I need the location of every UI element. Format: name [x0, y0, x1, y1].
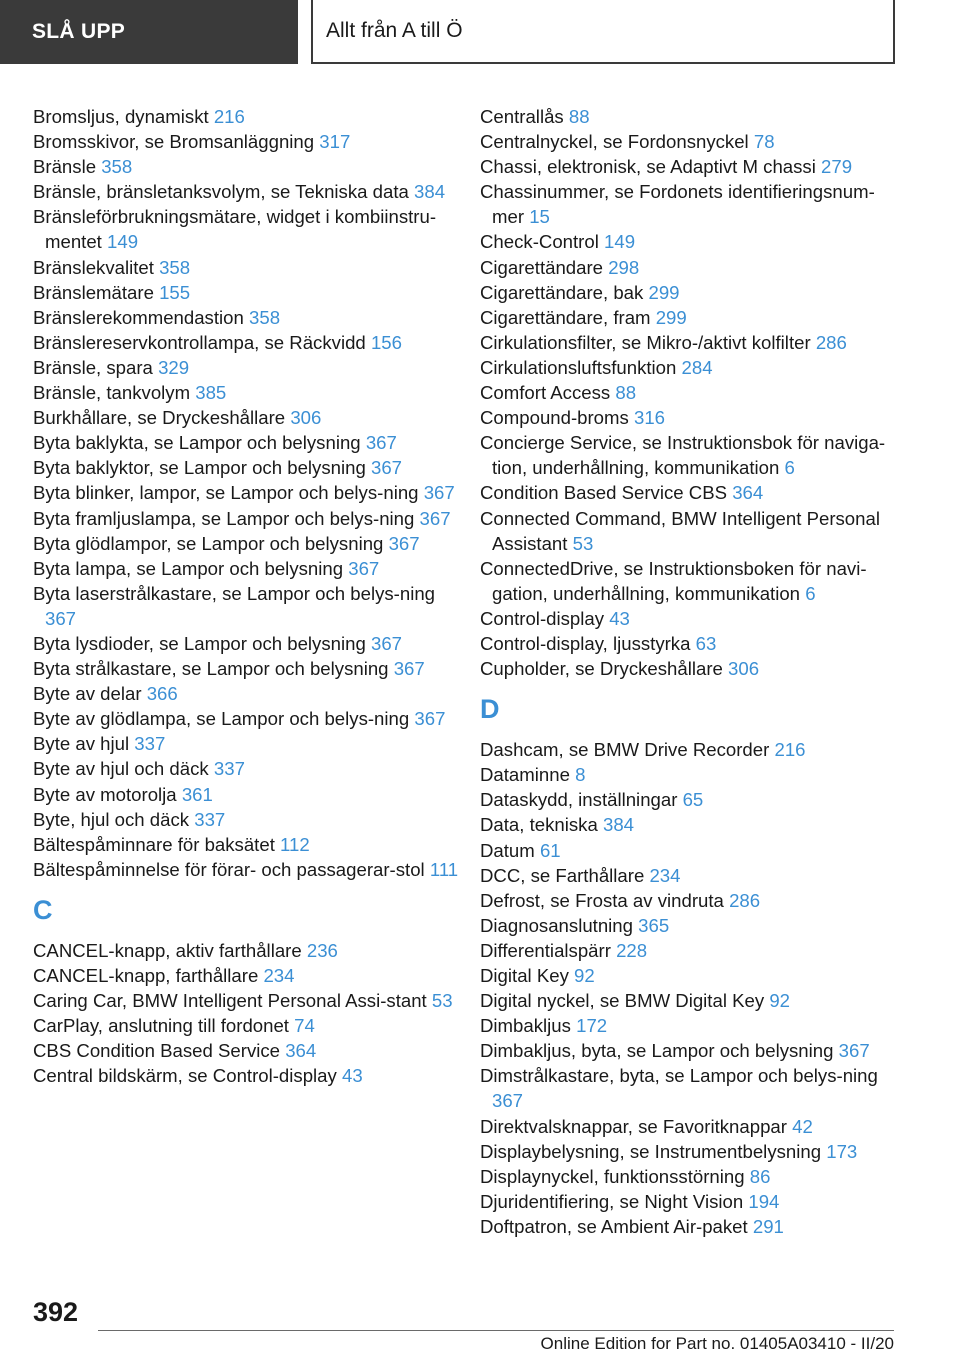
- page-reference-link[interactable]: 367: [365, 432, 397, 454]
- index-entry: [33, 782, 463, 807]
- index-entry: [33, 631, 463, 656]
- footer-divider: [98, 1330, 894, 1331]
- page-reference-link[interactable]: 173: [826, 1140, 858, 1162]
- index-entry-text: Comfort Access: [480, 382, 611, 404]
- page-reference-link[interactable]: 6: [784, 457, 795, 479]
- page-number: 392: [33, 1297, 79, 1327]
- index-entry-text: Bältespåminnelse för förar- och passagerar-stol: [33, 858, 425, 880]
- index-entry-text: Bältespåminnare för baksätet: [33, 833, 275, 855]
- index-entry: [33, 756, 463, 781]
- index-entry-text: Dataskydd, inställningar: [480, 789, 678, 811]
- index-entry-text: Bromsljus, dynamiskt: [33, 106, 209, 127]
- index-entry-text: Chassinummer, se Fordonets identifieringsnum-mer: [480, 181, 875, 228]
- index-entry-text: Burkhållare, se Dryckeshållare: [33, 407, 286, 429]
- index-entry: [480, 380, 905, 405]
- page-reference-link[interactable]: 92: [769, 990, 791, 1012]
- page-reference-link[interactable]: 367: [414, 708, 446, 730]
- index-entry: [33, 480, 463, 505]
- index-entry-text: Cigarettändare: [480, 256, 604, 278]
- index-entry-text: Bränsleförbrukningsmätare, widget i kombiinstru-mentet: [33, 206, 437, 253]
- index-entry-text: Cigarettändare, fram: [480, 306, 651, 328]
- index-entry: [33, 179, 463, 204]
- index-entry: [480, 1013, 905, 1038]
- index-entry-text: Displaynyckel, funktionsstörning: [480, 1165, 745, 1187]
- index-entry-text: Cirkulationsluftsfunktion: [480, 356, 677, 378]
- page-reference-link[interactable]: 61: [539, 839, 561, 861]
- page-reference-link[interactable]: 299: [655, 306, 687, 328]
- page-reference-link[interactable]: 291: [752, 1215, 784, 1237]
- index-entry: [480, 656, 905, 681]
- index-entry-text: Byte, hjul och däck: [33, 808, 190, 830]
- index-entry: [480, 430, 905, 480]
- index-entry: [33, 280, 463, 305]
- index-entry: [480, 179, 905, 229]
- index-column-left: [33, 104, 463, 1088]
- index-entry-text: Central bildskärm, se Control-display: [33, 1065, 337, 1087]
- page-reference-link[interactable]: 364: [732, 482, 764, 504]
- page-header: [0, 0, 960, 66]
- index-entry-text: Displaybelysning, se Instrumentbelysning: [480, 1140, 822, 1162]
- index-entry-text: DCC, se Farthållare: [480, 864, 645, 886]
- page-reference-link[interactable]: 111: [429, 858, 459, 880]
- index-entry: [33, 963, 463, 988]
- index-entry-text: Bränslereservkontrollampa, se Räckvidd: [33, 331, 366, 353]
- page-reference-link[interactable]: 384: [603, 814, 635, 836]
- index-entry: [33, 857, 463, 882]
- index-entry-text: Digital Key: [480, 965, 569, 986]
- index-entry: [480, 737, 905, 762]
- index-entry: [33, 731, 463, 756]
- index-entry-text: Djuridentifiering, se Night Vision: [480, 1190, 744, 1212]
- index-entry: [480, 838, 905, 863]
- page-reference-link[interactable]: 216: [213, 106, 245, 127]
- page-reference-link[interactable]: 279: [821, 156, 853, 178]
- index-entry-text: Cupholder, se Dryckeshållare: [480, 658, 723, 680]
- index-entry-text: Differentialspärr: [480, 939, 611, 961]
- page-reference-link[interactable]: 284: [681, 356, 713, 378]
- index-entry: [480, 405, 905, 430]
- page-reference-link[interactable]: 306: [728, 658, 760, 680]
- index-entry: [480, 480, 905, 505]
- index-entry-text: Chassi, elektronisk, se Adaptivt M chassi: [480, 156, 816, 178]
- index-entry-text: Byta strålkastare, se Lampor och belysning: [33, 658, 389, 680]
- page-reference-link[interactable]: 86: [749, 1165, 771, 1187]
- index-entry: [480, 606, 905, 631]
- index-entry: [33, 255, 463, 280]
- page-reference-link[interactable]: 358: [159, 256, 191, 278]
- index-entry: [480, 913, 905, 938]
- index-entry: [33, 129, 463, 154]
- chapter-title-a-to-z: Allt från A till Ö: [311, 0, 895, 64]
- index-entries-group: [33, 938, 463, 1089]
- index-entry: [33, 807, 463, 832]
- index-entry: [480, 330, 905, 355]
- page-reference-link[interactable]: 286: [729, 889, 761, 911]
- index-entry: [33, 154, 463, 179]
- page-reference-link[interactable]: 228: [616, 939, 648, 961]
- footer-edition-text: Online Edition for Part no. 01405A03410 - II/20: [540, 1334, 894, 1353]
- page-reference-link[interactable]: 65: [682, 789, 704, 811]
- page-reference-link[interactable]: 172: [576, 1015, 608, 1037]
- index-entry: [480, 229, 905, 254]
- index-entry-text: Byta lampa, se Lampor och belysning: [33, 557, 344, 579]
- index-entry: [480, 556, 905, 606]
- index-entry-text: Diagnosanslutning: [480, 914, 633, 936]
- page-reference-link[interactable]: 367: [370, 457, 403, 479]
- index-entry-text: CANCEL-knapp, farthållare: [33, 965, 259, 986]
- page-reference-link[interactable]: 367: [45, 607, 77, 629]
- index-entry-text: Byta laserstrålkastare, se Lampor och belys-ning: [33, 582, 436, 604]
- index-entry-text: Byte av glödlampa, se Lampor och belys-ning: [33, 708, 410, 730]
- index-entry: [480, 963, 905, 988]
- index-entry: [480, 938, 905, 963]
- index-entry-text: Check-Control: [480, 231, 599, 253]
- index-entry-text: Datum: [480, 839, 535, 861]
- index-entry: [33, 988, 463, 1013]
- index-entries-group: [480, 737, 905, 1239]
- page-reference-link[interactable]: 367: [492, 1090, 524, 1112]
- page-reference-link[interactable]: 364: [285, 1040, 317, 1062]
- page-reference-link[interactable]: 367: [388, 532, 420, 554]
- page-reference-link[interactable]: 78: [753, 131, 775, 153]
- index-entry: [480, 104, 905, 129]
- index-entry: [33, 656, 463, 681]
- index-entry-text: Bränsle, bränsletanksvolym, se Tekniska data: [33, 181, 409, 203]
- index-entry: [33, 355, 463, 380]
- index-entry: [480, 1214, 905, 1239]
- index-entry: [33, 305, 463, 330]
- index-entry-text: Byte av hjul och däck: [33, 758, 209, 780]
- index-entry-text: Defrost, se Frosta av vindruta: [480, 889, 724, 911]
- index-entry: [480, 787, 905, 812]
- page-reference-link[interactable]: 367: [423, 482, 455, 504]
- index-entry-text: Byta blinker, lampor, se Lampor och belys-ning: [33, 482, 419, 504]
- page-reference-link[interactable]: 156: [370, 331, 402, 353]
- page-reference-link[interactable]: 286: [815, 331, 847, 353]
- index-entry: [480, 1164, 905, 1189]
- index-entry-text: Digital nyckel, se BMW Digital Key: [480, 990, 765, 1012]
- index-entry-text: Byta baklykta, se Lampor och belysning: [33, 432, 361, 454]
- index-entry-text: Cigarettändare, bak: [480, 281, 644, 303]
- index-entry: [480, 154, 905, 179]
- index-entry: [480, 762, 905, 787]
- page-reference-link[interactable]: 92: [574, 965, 595, 986]
- page-reference-link[interactable]: 8: [575, 764, 586, 786]
- index-entry-text: Bränslekvalitet: [33, 256, 154, 278]
- index-entry-text: Byte av motorolja: [33, 783, 177, 805]
- index-entry: [480, 863, 905, 888]
- page-reference-link[interactable]: 358: [249, 306, 281, 328]
- page-reference-link[interactable]: 112: [280, 833, 310, 855]
- page-reference-link[interactable]: 42: [792, 1115, 813, 1137]
- page-reference-link[interactable]: 385: [195, 382, 227, 404]
- page-reference-link[interactable]: 236: [306, 939, 338, 961]
- index-entry-text: Byte av hjul: [33, 733, 130, 755]
- index-entry: [480, 280, 905, 305]
- page-reference-link[interactable]: 298: [608, 256, 640, 278]
- index-entry-text: Connected Command, BMW Intelligent Personal Assistant: [480, 507, 880, 554]
- index-entry-text: Bränsle: [33, 156, 97, 178]
- page-reference-link[interactable]: 149: [604, 231, 636, 253]
- page-reference-link[interactable]: 367: [348, 557, 380, 579]
- section-letter-d: D: [480, 694, 500, 725]
- index-entry: [480, 1139, 905, 1164]
- page-reference-link[interactable]: 88: [568, 106, 590, 127]
- index-entry: [33, 104, 463, 129]
- index-entry-text: Byta framljuslampa, se Lampor och belys-ning: [33, 507, 415, 529]
- page-reference-link[interactable]: 384: [414, 181, 446, 203]
- index-entry-text: Dataminne: [480, 764, 570, 786]
- index-entry-text: ConnectedDrive, se Instruktionsboken för navi-gation, underhållning, kommunikation: [480, 557, 867, 604]
- index-entry-text: Byta lysdioder, se Lampor och belysning: [33, 632, 366, 654]
- index-entry: [33, 506, 463, 531]
- index-entry: [33, 706, 463, 731]
- index-entry: [33, 380, 463, 405]
- index-entry: [480, 129, 905, 154]
- page-reference-link[interactable]: 299: [648, 281, 680, 303]
- page-reference-link[interactable]: 234: [263, 965, 295, 986]
- index-entry: [480, 305, 905, 330]
- page-reference-link[interactable]: 367: [838, 1040, 870, 1062]
- page-reference-link[interactable]: 6: [805, 582, 816, 604]
- index-entry: [33, 681, 463, 706]
- index-entry: [480, 888, 905, 913]
- page-reference-link[interactable]: 63: [695, 632, 717, 654]
- page-reference-link[interactable]: 149: [107, 231, 139, 253]
- page-reference-link[interactable]: 367: [419, 507, 451, 529]
- index-entry-text: Bränslemätare: [33, 281, 154, 303]
- index-entry-text: Dashcam, se BMW Drive Recorder: [480, 739, 770, 761]
- index-entry: [480, 1189, 905, 1214]
- index-entry-text: Centralnyckel, se Fordonsnyckel: [480, 131, 749, 153]
- page-reference-link[interactable]: 366: [146, 683, 178, 705]
- index-entry-text: Dimbakljus, byta, se Lampor och belysning: [480, 1040, 834, 1062]
- index-entry: [33, 832, 463, 857]
- page-reference-link[interactable]: 43: [609, 607, 630, 629]
- index-entry: [33, 430, 463, 455]
- index-entry: [33, 204, 463, 254]
- index-entry: [33, 1038, 463, 1063]
- index-entry: [33, 455, 463, 480]
- index-entry: [33, 405, 463, 430]
- index-entry: [480, 255, 905, 280]
- index-entry-text: Byta glödlampor, se Lampor och belysning: [33, 532, 384, 554]
- page-reference-link[interactable]: 53: [431, 990, 453, 1012]
- page-reference-link[interactable]: 234: [649, 864, 681, 886]
- index-entry: [33, 581, 463, 631]
- page-reference-link[interactable]: 367: [393, 658, 425, 680]
- index-entry-text: CANCEL-knapp, aktiv farthållare: [33, 939, 302, 961]
- index-entry-text: Concierge Service, se Instruktionsbok för naviga-tion, underhållning, kommunikation: [480, 432, 886, 479]
- index-entries-group: [480, 104, 905, 681]
- index-entry-text: Bromsskivor, se Bromsanläggning: [33, 131, 315, 153]
- index-entry-text: Control-display: [480, 607, 605, 629]
- index-column-right: [480, 104, 905, 1239]
- page-reference-link[interactable]: 216: [774, 739, 806, 761]
- index-entry-text: Direktvalsknappar, se Favoritknappar: [480, 1115, 787, 1137]
- index-entry: [480, 1114, 905, 1139]
- index-entry-text: Cirkulationsfilter, se Mikro-/aktivt kolfilter: [480, 331, 811, 353]
- index-entry: [480, 988, 905, 1013]
- index-entry-text: Control-display, ljusstyrka: [480, 632, 691, 654]
- section-tab-look-up[interactable]: SLÅ UPP: [0, 0, 298, 64]
- index-entry-text: Dimstrålkastare, byta, se Lampor och belys-ning: [480, 1065, 878, 1087]
- page-reference-link[interactable]: 365: [638, 914, 670, 936]
- index-entry-text: Bränsle, tankvolym: [33, 382, 191, 404]
- index-entry-text: CarPlay, anslutning till fordonet: [33, 1015, 289, 1037]
- page-reference-link[interactable]: 88: [615, 382, 637, 404]
- page-reference-link[interactable]: 53: [572, 532, 594, 554]
- page-reference-link[interactable]: 306: [290, 407, 322, 429]
- index-entry-text: Bränsle, spara: [33, 356, 153, 378]
- index-entry-text: CBS Condition Based Service: [33, 1040, 281, 1062]
- index-entries-group: [33, 104, 463, 882]
- index-entry: [33, 1013, 463, 1038]
- index-entry-text: Doftpatron, se Ambient Air-paket: [480, 1215, 748, 1237]
- index-entry: [480, 506, 905, 556]
- index-entry-text: Byte av delar: [33, 683, 142, 705]
- page-reference-link[interactable]: 155: [159, 281, 191, 303]
- page-reference-link[interactable]: 337: [194, 808, 226, 830]
- page-reference-link[interactable]: 316: [634, 407, 666, 429]
- index-entry: [480, 1063, 905, 1113]
- index-entry: [33, 938, 463, 963]
- page-reference-link[interactable]: 194: [748, 1190, 780, 1212]
- index-entry: [33, 556, 463, 581]
- index-entry: [480, 1038, 905, 1063]
- section-letter-c: C: [33, 894, 53, 925]
- page-reference-link[interactable]: 358: [101, 156, 133, 178]
- page-reference-link[interactable]: 317: [319, 131, 351, 153]
- index-entry-text: Caring Car, BMW Intelligent Personal Assi-stant: [33, 990, 427, 1012]
- index-entry: [480, 812, 905, 837]
- page-reference-link[interactable]: 329: [158, 356, 190, 378]
- index-entry: [33, 531, 463, 556]
- page-reference-link[interactable]: 337: [213, 758, 245, 780]
- index-entry-text: Compound-broms: [480, 407, 629, 429]
- page-reference-link[interactable]: 337: [134, 733, 166, 755]
- index-entry-text: Bränslerekommendastion: [33, 306, 244, 328]
- index-entry-text: Dimbakljus: [480, 1015, 571, 1037]
- index-entry-text: Data, tekniska: [480, 814, 598, 836]
- index-entry: [480, 631, 905, 656]
- page-reference-link[interactable]: 367: [370, 632, 403, 654]
- page-reference-link[interactable]: 361: [181, 783, 213, 805]
- index-entry: [33, 1063, 463, 1088]
- index-entry-text: Centrallås: [480, 106, 564, 127]
- page-reference-link[interactable]: 43: [341, 1065, 363, 1087]
- index-entry-text: Byta baklyktor, se Lampor och belysning: [33, 457, 366, 479]
- index-entry: [33, 330, 463, 355]
- page-reference-link[interactable]: 15: [529, 206, 550, 228]
- index-entry: [480, 355, 905, 380]
- page-reference-link[interactable]: 74: [294, 1015, 315, 1037]
- index-entry-text: Condition Based Service CBS: [480, 482, 728, 504]
